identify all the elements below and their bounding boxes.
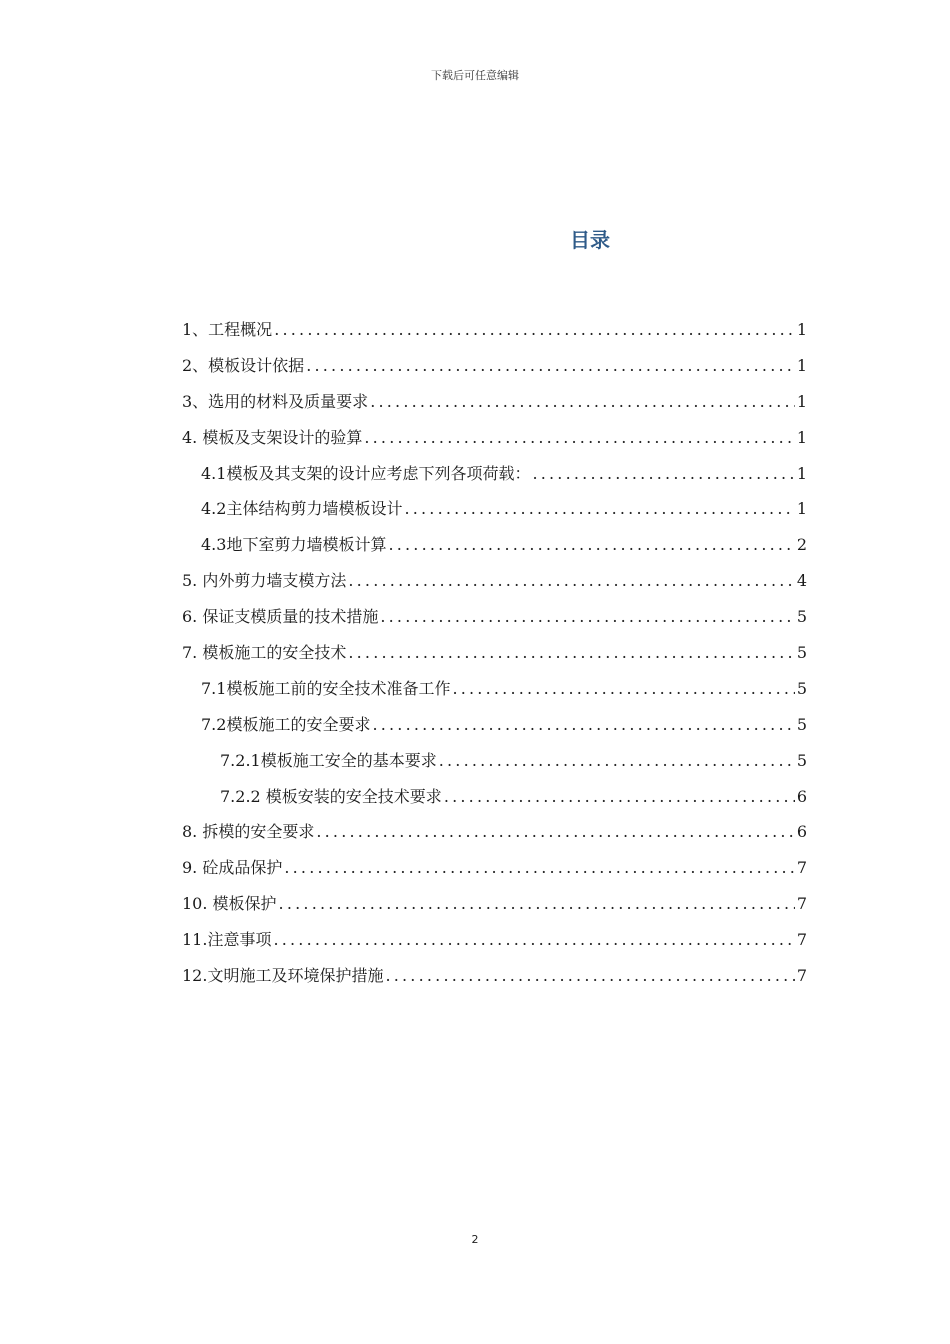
toc-entry-label: 1、工程概况 — [182, 320, 273, 339]
toc-entry-label: 7.2.2 模板安装的安全技术要求 — [220, 786, 442, 806]
toc-entry-label: 4. 模板及支架设计的验算 — [182, 427, 363, 447]
toc-entry-page: 5 — [796, 750, 807, 770]
toc-entry-label: 7. 模板施工的安全技术 — [182, 643, 347, 663]
toc-entry-page: 5 — [796, 714, 807, 734]
toc-entry-page: 1 — [796, 391, 807, 411]
toc-dot-leader — [370, 384, 795, 420]
toc-entry-page: 5 — [796, 607, 807, 627]
toc-entry-label: 8. 拆模的安全要求 — [182, 822, 315, 842]
toc-entry[interactable] — [182, 599, 807, 635]
toc-entry[interactable] — [182, 922, 807, 958]
toc-dot-leader — [404, 491, 794, 527]
toc-entry-label: 7.2模板施工的安全要求 — [201, 714, 371, 734]
toc-entry-label: 2、模板设计依据 — [182, 355, 305, 375]
toc-entry-page: 1 — [796, 499, 807, 519]
toc-dot-leader — [364, 420, 794, 456]
toc-entry-label: 12.文明施工及环境保护措施 — [182, 966, 384, 986]
toc-entry[interactable] — [182, 312, 807, 348]
toc-entry-label: 7.2.1模板施工安全的基本要求 — [220, 750, 437, 770]
toc-entry-page: 2 — [796, 535, 807, 555]
toc-dot-leader — [380, 599, 794, 635]
toc-entry[interactable] — [182, 779, 807, 815]
toc-dot-leader — [385, 958, 794, 994]
toc-dot-leader — [444, 779, 795, 815]
toc-entry[interactable] — [182, 384, 807, 420]
toc-entry-page: 7 — [796, 858, 807, 878]
toc-entry-label: 4.1模板及其支架的设计应考虑下列各项荷载： — [201, 463, 531, 483]
toc-dot-leader — [388, 527, 794, 563]
page-number: 2 — [471, 1233, 479, 1246]
toc-dot-leader — [532, 456, 794, 492]
toc-dot-leader — [284, 850, 794, 886]
toc-dot-leader — [348, 635, 794, 671]
toc-entry-page: 5 — [796, 643, 807, 663]
toc-entry[interactable] — [182, 850, 807, 886]
toc-entry-label: 4.2主体结构剪力墙模板设计 — [201, 499, 403, 519]
toc-dot-leader — [452, 671, 794, 707]
toc-entry-label: 9. 砼成品保护 — [182, 858, 283, 878]
toc-entry-page: 5 — [796, 678, 807, 698]
toc-dot-leader — [274, 312, 795, 348]
toc-entry-page: 1 — [796, 355, 807, 375]
toc-entry-label: 7.1模板施工前的安全技术准备工作 — [201, 678, 451, 698]
toc-dot-leader — [348, 563, 794, 599]
toc-title: 目录 — [570, 228, 610, 252]
toc-entry-page: 7 — [796, 966, 807, 986]
toc-entry-page: 7 — [796, 894, 807, 914]
toc-dot-leader — [372, 707, 794, 743]
toc-entry[interactable] — [182, 886, 807, 922]
toc-entry-page: 7 — [796, 930, 807, 950]
toc-entry[interactable] — [182, 420, 807, 456]
toc-entry[interactable] — [182, 958, 807, 994]
toc-entry[interactable] — [182, 671, 807, 707]
toc-entry[interactable] — [182, 563, 807, 599]
toc-entry-label: 3、选用的材料及质量要求 — [182, 391, 369, 411]
toc-entry-page: 6 — [796, 822, 807, 842]
toc-dot-leader — [316, 814, 794, 850]
page-header: 下载后可任意编辑 — [431, 69, 519, 82]
toc-entry[interactable] — [182, 814, 807, 850]
toc-entry-page: 1 — [796, 463, 807, 483]
toc-entry[interactable] — [182, 707, 807, 743]
table-of-contents — [182, 312, 807, 994]
toc-entry-page: 1 — [796, 320, 807, 339]
toc-entry-page: 6 — [796, 786, 807, 806]
toc-entry-label: 11.注意事项 — [182, 930, 272, 950]
toc-entry[interactable] — [182, 635, 807, 671]
toc-entry[interactable] — [182, 348, 807, 384]
toc-entry[interactable] — [182, 527, 807, 563]
toc-entry-label: 6. 保证支模质量的技术措施 — [182, 607, 379, 627]
toc-entry-page: 4 — [796, 571, 807, 591]
toc-dot-leader — [273, 922, 794, 958]
toc-entry-label: 10. 模板保护 — [182, 894, 277, 914]
toc-dot-leader — [439, 743, 795, 779]
toc-dot-leader — [306, 348, 795, 384]
toc-dot-leader — [279, 886, 795, 922]
toc-entry[interactable] — [182, 456, 807, 492]
toc-entry-label: 4.3地下室剪力墙模板计算 — [201, 535, 387, 555]
toc-entry[interactable] — [182, 743, 807, 779]
toc-entry[interactable] — [182, 491, 807, 527]
toc-entry-page: 1 — [796, 427, 807, 447]
toc-entry-label: 5. 内外剪力墙支模方法 — [182, 571, 347, 591]
